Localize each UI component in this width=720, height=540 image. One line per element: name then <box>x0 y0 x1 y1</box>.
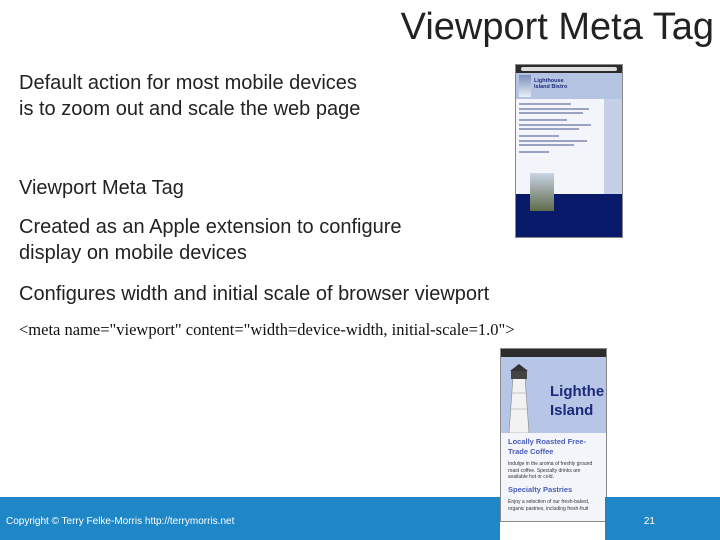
paragraph-pastries <box>508 499 589 512</box>
site-logo <box>534 78 567 90</box>
text-line <box>519 103 571 105</box>
url-bar <box>521 67 617 71</box>
text-line <box>519 151 549 153</box>
text-line <box>519 135 559 137</box>
bullet-line-1: Default action for most mobile devices <box>19 72 357 94</box>
paragraph-line: Enjoy a selection of our fresh-baked, <box>508 499 590 505</box>
bullet-line-3: Viewport Meta Tag <box>19 177 184 199</box>
footer-bar-right <box>605 497 720 540</box>
bullet-line-4: Created as an Apple extension to configure <box>19 216 402 238</box>
logo-line-1: Lighthouse <box>534 78 564 84</box>
logo-line-2: Island Bistro <box>534 84 568 90</box>
lighthouse-photo <box>530 173 554 211</box>
paragraph-line: Indulge in the aroma of freshly ground <box>508 461 593 467</box>
browser-bar <box>501 349 606 357</box>
viewport-code-sample: <meta name="viewport" content="width=device-width, initial-scale=1.0"> <box>19 320 515 339</box>
slide-title: Viewport Meta Tag <box>400 6 714 48</box>
heading-coffee <box>508 437 586 457</box>
bullet-line-6: Configures width and initial scale of browser viewport <box>19 283 490 305</box>
text-line <box>519 128 579 130</box>
logo-line-1: Lighthe <box>550 383 605 400</box>
text-line <box>519 140 587 142</box>
lighthouse-icon <box>503 363 535 433</box>
page-number: 21 <box>643 516 655 527</box>
page-content <box>516 99 604 194</box>
heading-line: Trade Coffee <box>508 447 554 456</box>
footer-bar <box>0 497 500 540</box>
page-content <box>501 433 606 521</box>
copyright-text: Copyright © Terry Felke-Morris http://terrymorris.net <box>6 516 235 527</box>
text-line <box>519 119 567 121</box>
paragraph-line: organic pastries, including fresh-fruit <box>508 505 589 512</box>
lighthouse-image <box>519 75 531 97</box>
text-line <box>519 144 574 146</box>
bullet-line-5: display on mobile devices <box>19 242 247 264</box>
site-header <box>516 73 622 99</box>
heading-line: Locally Roasted Free- <box>508 437 586 446</box>
site-logo <box>550 382 604 420</box>
paragraph-line: available hot or cold. <box>508 474 554 480</box>
text-line <box>519 108 589 110</box>
viewport-screenshot <box>500 348 607 522</box>
heading-pastries: Specialty Pastries <box>508 485 573 494</box>
zoomed-out-screenshot <box>515 64 623 238</box>
bullet-line-2: is to zoom out and scale the web page <box>19 98 361 120</box>
paragraph-line: roast coffee. Specialty drinks are <box>508 467 581 474</box>
page-sidebar <box>604 99 622 194</box>
text-line <box>519 112 583 114</box>
paragraph-coffee <box>508 461 592 481</box>
logo-line-2: Island <box>550 402 594 419</box>
text-line <box>519 124 591 126</box>
